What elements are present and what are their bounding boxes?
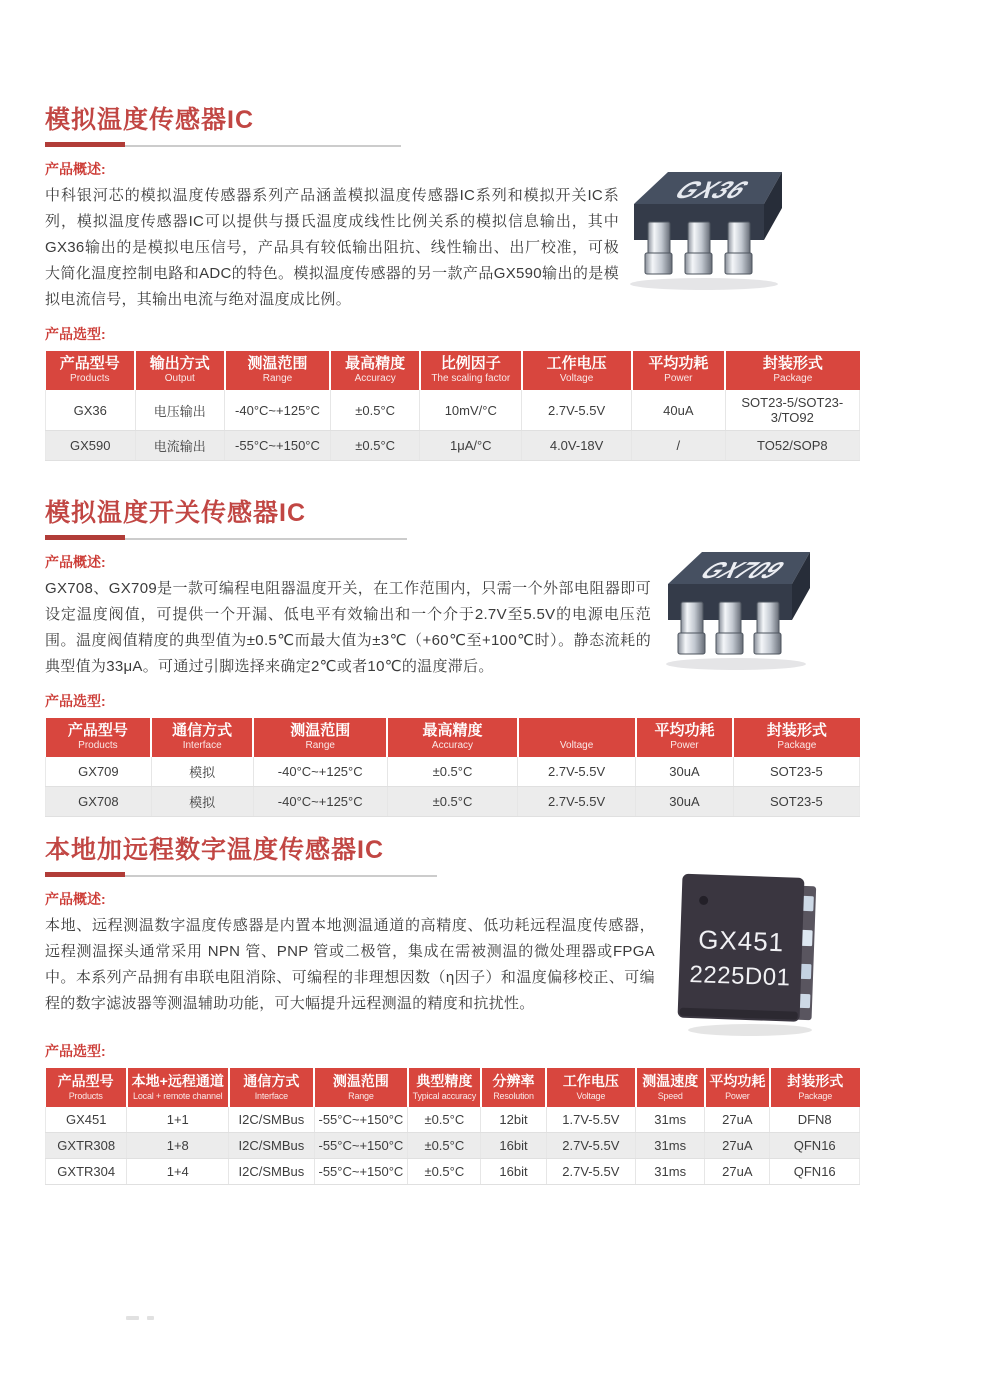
cell: I2C/SMBus [229, 1107, 314, 1133]
cell: GX709 [46, 757, 152, 787]
cell: -40°C~+125°C [225, 390, 331, 431]
column-header: 本地+远程通道 Local + remote channel [127, 1068, 229, 1107]
cell: 40uA [632, 390, 726, 431]
cell: 1+4 [127, 1159, 229, 1185]
section-title: 本地加远程数字温度传感器IC [45, 836, 385, 864]
table-row [46, 431, 860, 461]
overview-label: 产品概述: [45, 161, 106, 177]
chip-photo-gx36 [612, 160, 797, 292]
table-row [46, 757, 860, 787]
cell: TO52/SOP8 [725, 431, 859, 461]
chip-shadow [688, 1024, 812, 1036]
chip-marking-line2: 2225D01 [689, 960, 791, 992]
cell: ±0.5°C [408, 1159, 481, 1185]
cell: 10mV/°C [420, 390, 522, 431]
cell: 模拟 [151, 757, 253, 787]
header-row [46, 1068, 860, 1107]
chip-shadow [630, 278, 778, 290]
cell: 1+1 [127, 1107, 229, 1133]
column-header: 测温范围 Range [225, 351, 331, 390]
title-underline [45, 533, 407, 540]
cell: GX708 [46, 787, 152, 817]
column-header: 产品型号 Products [46, 718, 152, 757]
cell: GX590 [46, 431, 136, 461]
product-table-analog [45, 351, 860, 461]
title-underline [45, 140, 401, 147]
chip-photo-gx709 [648, 540, 823, 672]
column-header: 通信方式 Interface [151, 718, 253, 757]
header-row [46, 718, 860, 757]
cell: / [632, 431, 726, 461]
product-table-switch [45, 718, 860, 817]
cell: SOT23-5/SOT23-3/TO92 [725, 390, 859, 431]
cell: GX451 [46, 1107, 127, 1133]
overview-text: GX708、GX709是一款可编程电阻器温度开关，在工作范围内，只需一个外部电阻器即可设定温度阀值，可提供一个开漏、低电平有效输出和一个介于2.7V至5.5V的电源电压范围。温度阀值精度的典型值为±0.5℃而最大值为±3℃（+60℃至+100℃时）。静态流耗的典型值为33μA。可通过引脚选择来确定2℃或者10℃的温度滞后。 [45, 580, 651, 675]
cell: I2C/SMBus [229, 1159, 314, 1185]
chip-pins [678, 602, 781, 654]
cell: 30uA [636, 757, 734, 787]
overview-label: 产品概述: [45, 891, 106, 907]
table-row [46, 1133, 860, 1159]
section-title: 模拟温度开关传感器IC [45, 499, 307, 527]
overview-text: 本地、远程测温数字温度传感器是内置本地测温通道的高精度、低功耗远程温度传感器，远程测温探头通常采用 NPN 管、PNP 管或二极管，集成在需被测温的微处理器或FPGA中。本系列产品拥有串联电阻消除、可编程的非理想因数（η因子）和温度偏移校正、可编程的数字滤波器等测温辅助功能，可大幅提升远程测温的精度和抗扰性。 [45, 917, 655, 1012]
cell: ±0.5°C [408, 1133, 481, 1159]
title-underline-red [45, 872, 125, 877]
cell: 12bit [481, 1107, 546, 1133]
column-header: 分辨率 Resolution [481, 1068, 546, 1107]
cell: ±0.5°C [330, 390, 420, 431]
chip-photo-gx451 [670, 862, 828, 1040]
cell: ±0.5°C [408, 1107, 481, 1133]
cell: SOT23-5 [733, 757, 859, 787]
selection-label: 产品选型: [45, 1043, 106, 1059]
selection-label: 产品选型: [45, 326, 106, 342]
table-row [46, 390, 860, 431]
cell: 16bit [481, 1159, 546, 1185]
cell: 2.7V-5.5V [546, 1133, 636, 1159]
column-header: Voltage [518, 718, 636, 757]
column-header: 通信方式 Interface [229, 1068, 314, 1107]
header-row [46, 351, 860, 390]
column-header: 封装形式 Package [725, 351, 859, 390]
column-header: 产品型号 Products [46, 351, 136, 390]
title-underline [45, 870, 437, 877]
column-header: 封装形式 Package [770, 1068, 860, 1107]
cell: QFN16 [770, 1159, 860, 1185]
cell: GXTR308 [46, 1133, 127, 1159]
cell: 4.0V-18V [522, 431, 632, 461]
column-header: 比例因子 The scaling factor [420, 351, 522, 390]
cell: 1.7V-5.5V [546, 1107, 636, 1133]
cell: -55°C~+150°C [314, 1159, 408, 1185]
column-header: 平均功耗 Power [705, 1068, 770, 1107]
cell: 1+8 [127, 1133, 229, 1159]
cell: -40°C~+125°C [253, 787, 387, 817]
cell: -55°C~+150°C [314, 1133, 408, 1159]
column-header: 平均功耗 Power [636, 718, 734, 757]
column-header: 工作电压 Voltage [522, 351, 632, 390]
cell: 2.7V-5.5V [518, 757, 636, 787]
cell: GX36 [46, 390, 136, 431]
faint-print-artifact [126, 1316, 166, 1321]
column-header: 封装形式 Package [733, 718, 859, 757]
cell: 16bit [481, 1133, 546, 1159]
cell: ±0.5°C [387, 787, 517, 817]
column-header: 测温范围 Range [253, 718, 387, 757]
chip-shadow [666, 658, 806, 670]
column-header: 输出方式 Output [135, 351, 225, 390]
chip-marking: GX36 [666, 177, 757, 204]
cell: 2.7V-5.5V [518, 787, 636, 817]
column-header: 工作电压 Voltage [546, 1068, 636, 1107]
cell: 电流输出 [135, 431, 225, 461]
cell: 电压输出 [135, 390, 225, 431]
cell: 模拟 [151, 787, 253, 817]
chip-pins [645, 222, 752, 274]
cell: -40°C~+125°C [253, 757, 387, 787]
cell: 27uA [705, 1107, 770, 1133]
table-row [46, 1159, 860, 1185]
product-table-digital [45, 1068, 860, 1185]
table-row [46, 787, 860, 817]
cell: ±0.5°C [330, 431, 420, 461]
section-title: 模拟温度传感器IC [45, 106, 255, 134]
cell: ±0.5°C [387, 757, 517, 787]
column-header: 最高精度 Accuracy [330, 351, 420, 390]
cell: SOT23-5 [733, 787, 859, 817]
cell: GXTR304 [46, 1159, 127, 1185]
title-underline-red [45, 535, 125, 540]
cell: I2C/SMBus [229, 1133, 314, 1159]
column-header: 典型精度 Typical accuracy [408, 1068, 481, 1107]
column-header: 最高精度 Accuracy [387, 718, 517, 757]
table-row [46, 1107, 860, 1133]
column-header: 测温范围 Range [314, 1068, 408, 1107]
overview-label: 产品概述: [45, 554, 106, 570]
chip-marking: GX709 [693, 557, 792, 584]
column-header: 平均功耗 Power [632, 351, 726, 390]
column-header: 产品型号 Products [46, 1068, 127, 1107]
selection-label: 产品选型: [45, 693, 106, 709]
cell: DFN8 [770, 1107, 860, 1133]
title-underline-red [45, 142, 125, 147]
column-header: 测温速度 Speed [636, 1068, 705, 1107]
cell: 2.7V-5.5V [546, 1159, 636, 1185]
cell: 31ms [636, 1107, 705, 1133]
cell: 2.7V-5.5V [522, 390, 632, 431]
cell: 31ms [636, 1159, 705, 1185]
overview-text: 中科银河芯的模拟温度传感器系列产品涵盖模拟温度传感器IC系列和模拟开关IC系列，模拟温度传感器IC可以提供与摄氏温度成线性比例关系的模拟信息输出，其中GX36输出的是模拟电压信号，产品具有较低输出阻抗、线性输出、出厂校准，可极大简化温度控制电路和ADC的特色。模拟温度传感器的另一款产品GX590输出的是模拟电流信号，其输出电流与绝对温度成比例。 [45, 187, 619, 308]
cell: 30uA [636, 787, 734, 817]
cell: 1μA/°C [420, 431, 522, 461]
cell: 27uA [705, 1159, 770, 1185]
cell: 27uA [705, 1133, 770, 1159]
chip-marking-line1: GX451 [697, 924, 785, 958]
cell: -55°C~+150°C [225, 431, 331, 461]
cell: -55°C~+150°C [314, 1107, 408, 1133]
cell: 31ms [636, 1133, 705, 1159]
cell: QFN16 [770, 1133, 860, 1159]
